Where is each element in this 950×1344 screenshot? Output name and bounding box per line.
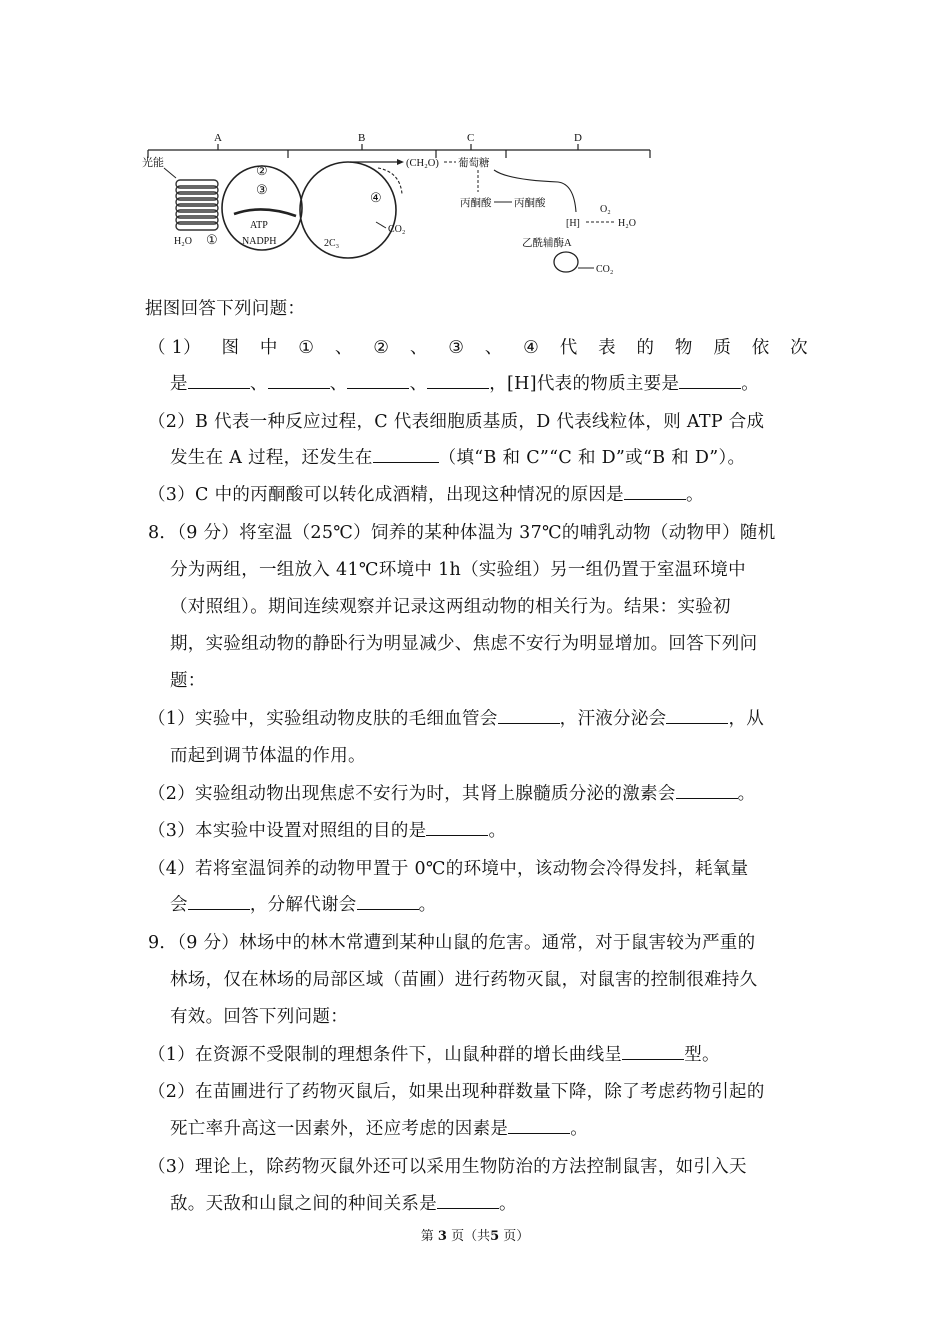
thylakoid-stack [176,180,218,230]
marker-4: ④ [370,190,382,205]
ch2o-label: (CH₂O) [406,158,439,169]
q8-1-line-2: 而起到调节体温的作用。 [170,746,366,766]
q9-stem-2: 林场，仅在林场的局部区域（苗圃）进行药物灭鼠，对鼠害的控制很难持久 [170,970,758,990]
metabolism-diagram [138,128,658,288]
q7-2-line-1: （2）B 代表一种反应过程，C 代表细胞质基质，D 代表线粒体，则 ATP 合成 [148,412,765,432]
segment-bracket [148,144,650,158]
segment-label-c: C [467,132,475,144]
answer-blank[interactable] [188,373,250,389]
q9-3-line-1: （3）理论上，除药物灭鼠外还可以采用生物防治的方法控制鼠害，如引入天 [148,1157,747,1177]
q8-4-line-2: 会 ，分解代谢会 。 [170,895,437,915]
q8-4-line-1: （4）若将室温饲养的动物甲置于 0℃的环境中，该动物会冷得发抖，耗氧量 [148,859,749,879]
answer-blank[interactable] [624,484,686,500]
atp-label: ATP [250,220,268,231]
q7-1-blanks: 是 、 、 、 ，[H]代表的物质主要是 。 [170,374,760,394]
q9-stem-1: 9．（9 分）林场中的林木常遭到某种山鼠的危害。通常，对于鼠害较为严重的 [148,933,756,953]
segment-label-d: D [574,132,582,144]
nadph-label: NADPH [242,236,277,247]
q8-stem-1: 8．（9 分）将室温（25℃）饲养的某种体温为 37℃的哺乳动物（动物甲）随机 [148,523,776,543]
light-arrow [164,168,176,178]
calvin-cycle [300,162,396,258]
q8-2-line: （2）实验组动物出现焦虑不安行为时，其肾上腺髓质分泌的激素会 。 [148,784,756,804]
answer-blank[interactable] [676,783,738,799]
answer-blank[interactable] [426,820,488,836]
segment-label-a: A [214,132,222,144]
answer-blank[interactable] [347,373,409,389]
answer-blank[interactable] [268,373,330,389]
q7-3-line: （3）C 中的丙酮酸可以转化成酒精，出现这种情况的原因是 。 [148,485,704,505]
answer-blank[interactable] [666,708,728,724]
q8-stem-5: 题： [170,671,206,691]
page-footer: 第 3 页（共5 页） [420,1229,530,1244]
krebs-cycle [554,252,578,272]
answer-blank[interactable] [373,447,439,463]
h2o-left-label: H₂O [174,236,192,247]
h-label: [H] [566,218,580,229]
answer-blank[interactable] [437,1193,499,1209]
answer-blank[interactable] [622,1044,684,1060]
answer-blank[interactable] [427,373,489,389]
co2-right-label: CO₂ [596,264,614,275]
c3-label: 2C₃ [324,238,340,249]
q8-1-line-1: （1）实验中，实验组动物皮肤的毛细血管会 ，汗液分泌会 ，从 [148,709,765,729]
h2o-right-label: H₂O [618,218,636,229]
q9-stem-3: 有效。回答下列问题： [170,1007,348,1027]
o2-label: O₂ [600,204,611,215]
answer-blank[interactable] [357,894,419,910]
acetyl-coa-label: 乙酰辅酶A [522,238,572,249]
page-total: 5 [490,1229,500,1244]
q9-1-line: （1）在资源不受限制的理想条件下，山鼠种群的增长曲线呈 型。 [148,1045,720,1065]
co2-left-label: CO₂ [388,224,406,235]
marker-3: ③ [256,182,268,197]
intro-line: 据图回答下列问题： [145,299,306,319]
segment-label-b: B [358,132,366,144]
marker-2: ② [256,163,268,178]
answer-blank[interactable] [679,373,741,389]
marker-1: ① [206,232,218,247]
pyruvate-d-label: 丙酮酸 [514,198,546,209]
q9-2-line-2: 死亡率升高这一因素外，还应考虑的因素是 。 [170,1119,589,1139]
answer-blank[interactable] [508,1118,570,1134]
answer-blank[interactable] [188,894,250,910]
q8-stem-4: 期，实验组动物的静卧行为明显减少、焦虑不安行为明显增加。回答下列问 [170,634,758,654]
page-number: 3 [437,1229,447,1244]
answer-blank[interactable] [498,708,560,724]
q7-1-head: （ 1） 图 中 ① 、 ② 、 ③ 、 ④ 代 表 的 物 质 依 次 [148,338,808,358]
q9-3-line-2: 敌。天敌和山鼠之间的种间关系是 。 [170,1194,517,1214]
q7-2-line-2: 发生在 A 过程，还发生在 （填“B 和 C”“C 和 D”或“B 和 D”）。 [170,448,746,468]
light-energy-label: 光能 [142,157,164,169]
pyruvate-c-label: 丙酮酸 [460,198,492,209]
q9-2-line-1: （2）在苗圃进行了药物灭鼠后，如果出现种群数量下降，除了考虑药物引起的 [148,1082,765,1102]
glucose-label: 葡萄糖 [458,158,490,169]
q8-stem-2: 分为两组，一组放入 41℃环境中 1h（实验组）另一组仍置于室温环境中 [170,560,746,580]
q8-3-line: （3）本实验中设置对照组的目的是 。 [148,821,507,841]
q8-stem-3: （对照组）。期间连续观察并记录这两组动物的相关行为。结果：实验初 [170,597,731,617]
